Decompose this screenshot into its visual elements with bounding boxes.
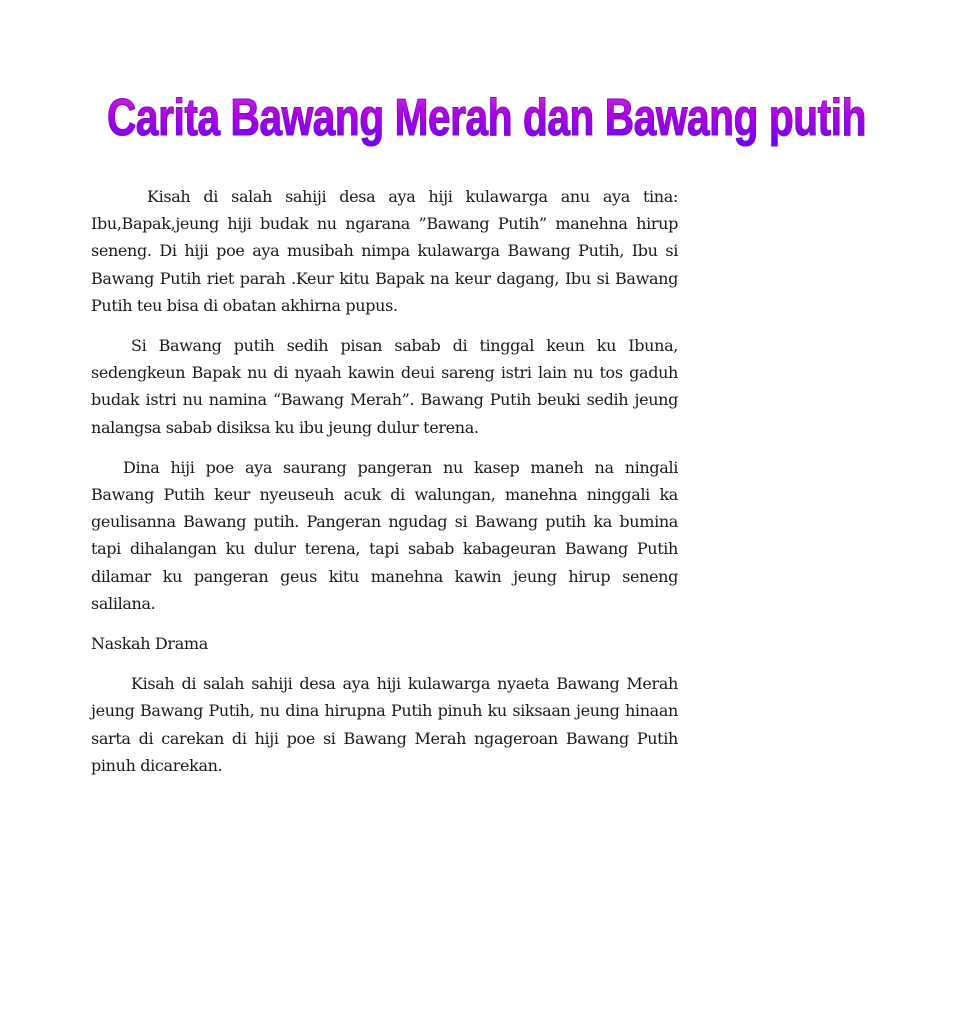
story-paragraph-2: Si Bawang putih sedih pisan sabab di tinggal keun ku Ibuna, sedengkeun Bapak nu di nyaah kawin deui sareng istri lain nu tos gaduh budak istri nu namina “Bawang Merah”. Bawang Putih beuki sedih jeung nalangsa sabab disiksa ku ibu jeung dulur terena. bbox=[91, 336, 678, 437]
drama-paragraph: Kisah di salah sahiji desa aya hiji kulawarga nyaeta Bawang Merah jeung Bawang Putih, nu dina hirupna Putih pinuh ku siksaan jeung hinaan sarta di carekan di hiji poe si Bawang Merah ngageroan Bawang Putih pinuh dicarekan. bbox=[91, 674, 678, 775]
story-paragraph-3: Dina hiji poe aya saurang pangeran nu kasep maneh na ningali Bawang Putih keur nyeuseuh acuk di walungan, manehna ninggali ka geulisanna Bawang putih. Pangeran ngudag si Bawang putih ka bumina tapi dihalangan ku dulur terena, tapi sabab kabageuran Bawang Putih dilamar ku pangeran geus kitu manehna kawin jeung hirup seneng salilana. bbox=[91, 457, 678, 613]
story-paragraph-1: Kisah di salah sahiji desa aya hiji kulawarga anu aya tina: Ibu,Bapak,jeung hiji budak nu ngarana ”Bawang Putih” manehna hirup seneng. Di hiji poe aya musibah nimpa kulawarga Bawang Putih, Ibu si Bawang Putih riet parah .Keur kitu Bapak na keur dagang, Ibu si Bawang Putih teu bisa di obatan akhirna pupus. bbox=[91, 187, 678, 315]
document-body bbox=[91, 183, 678, 792]
title-container bbox=[0, 82, 866, 154]
section-heading: Naskah Drama bbox=[91, 634, 208, 654]
document-title: Carita Bawang Merah dan Bawang putih bbox=[107, 82, 866, 154]
